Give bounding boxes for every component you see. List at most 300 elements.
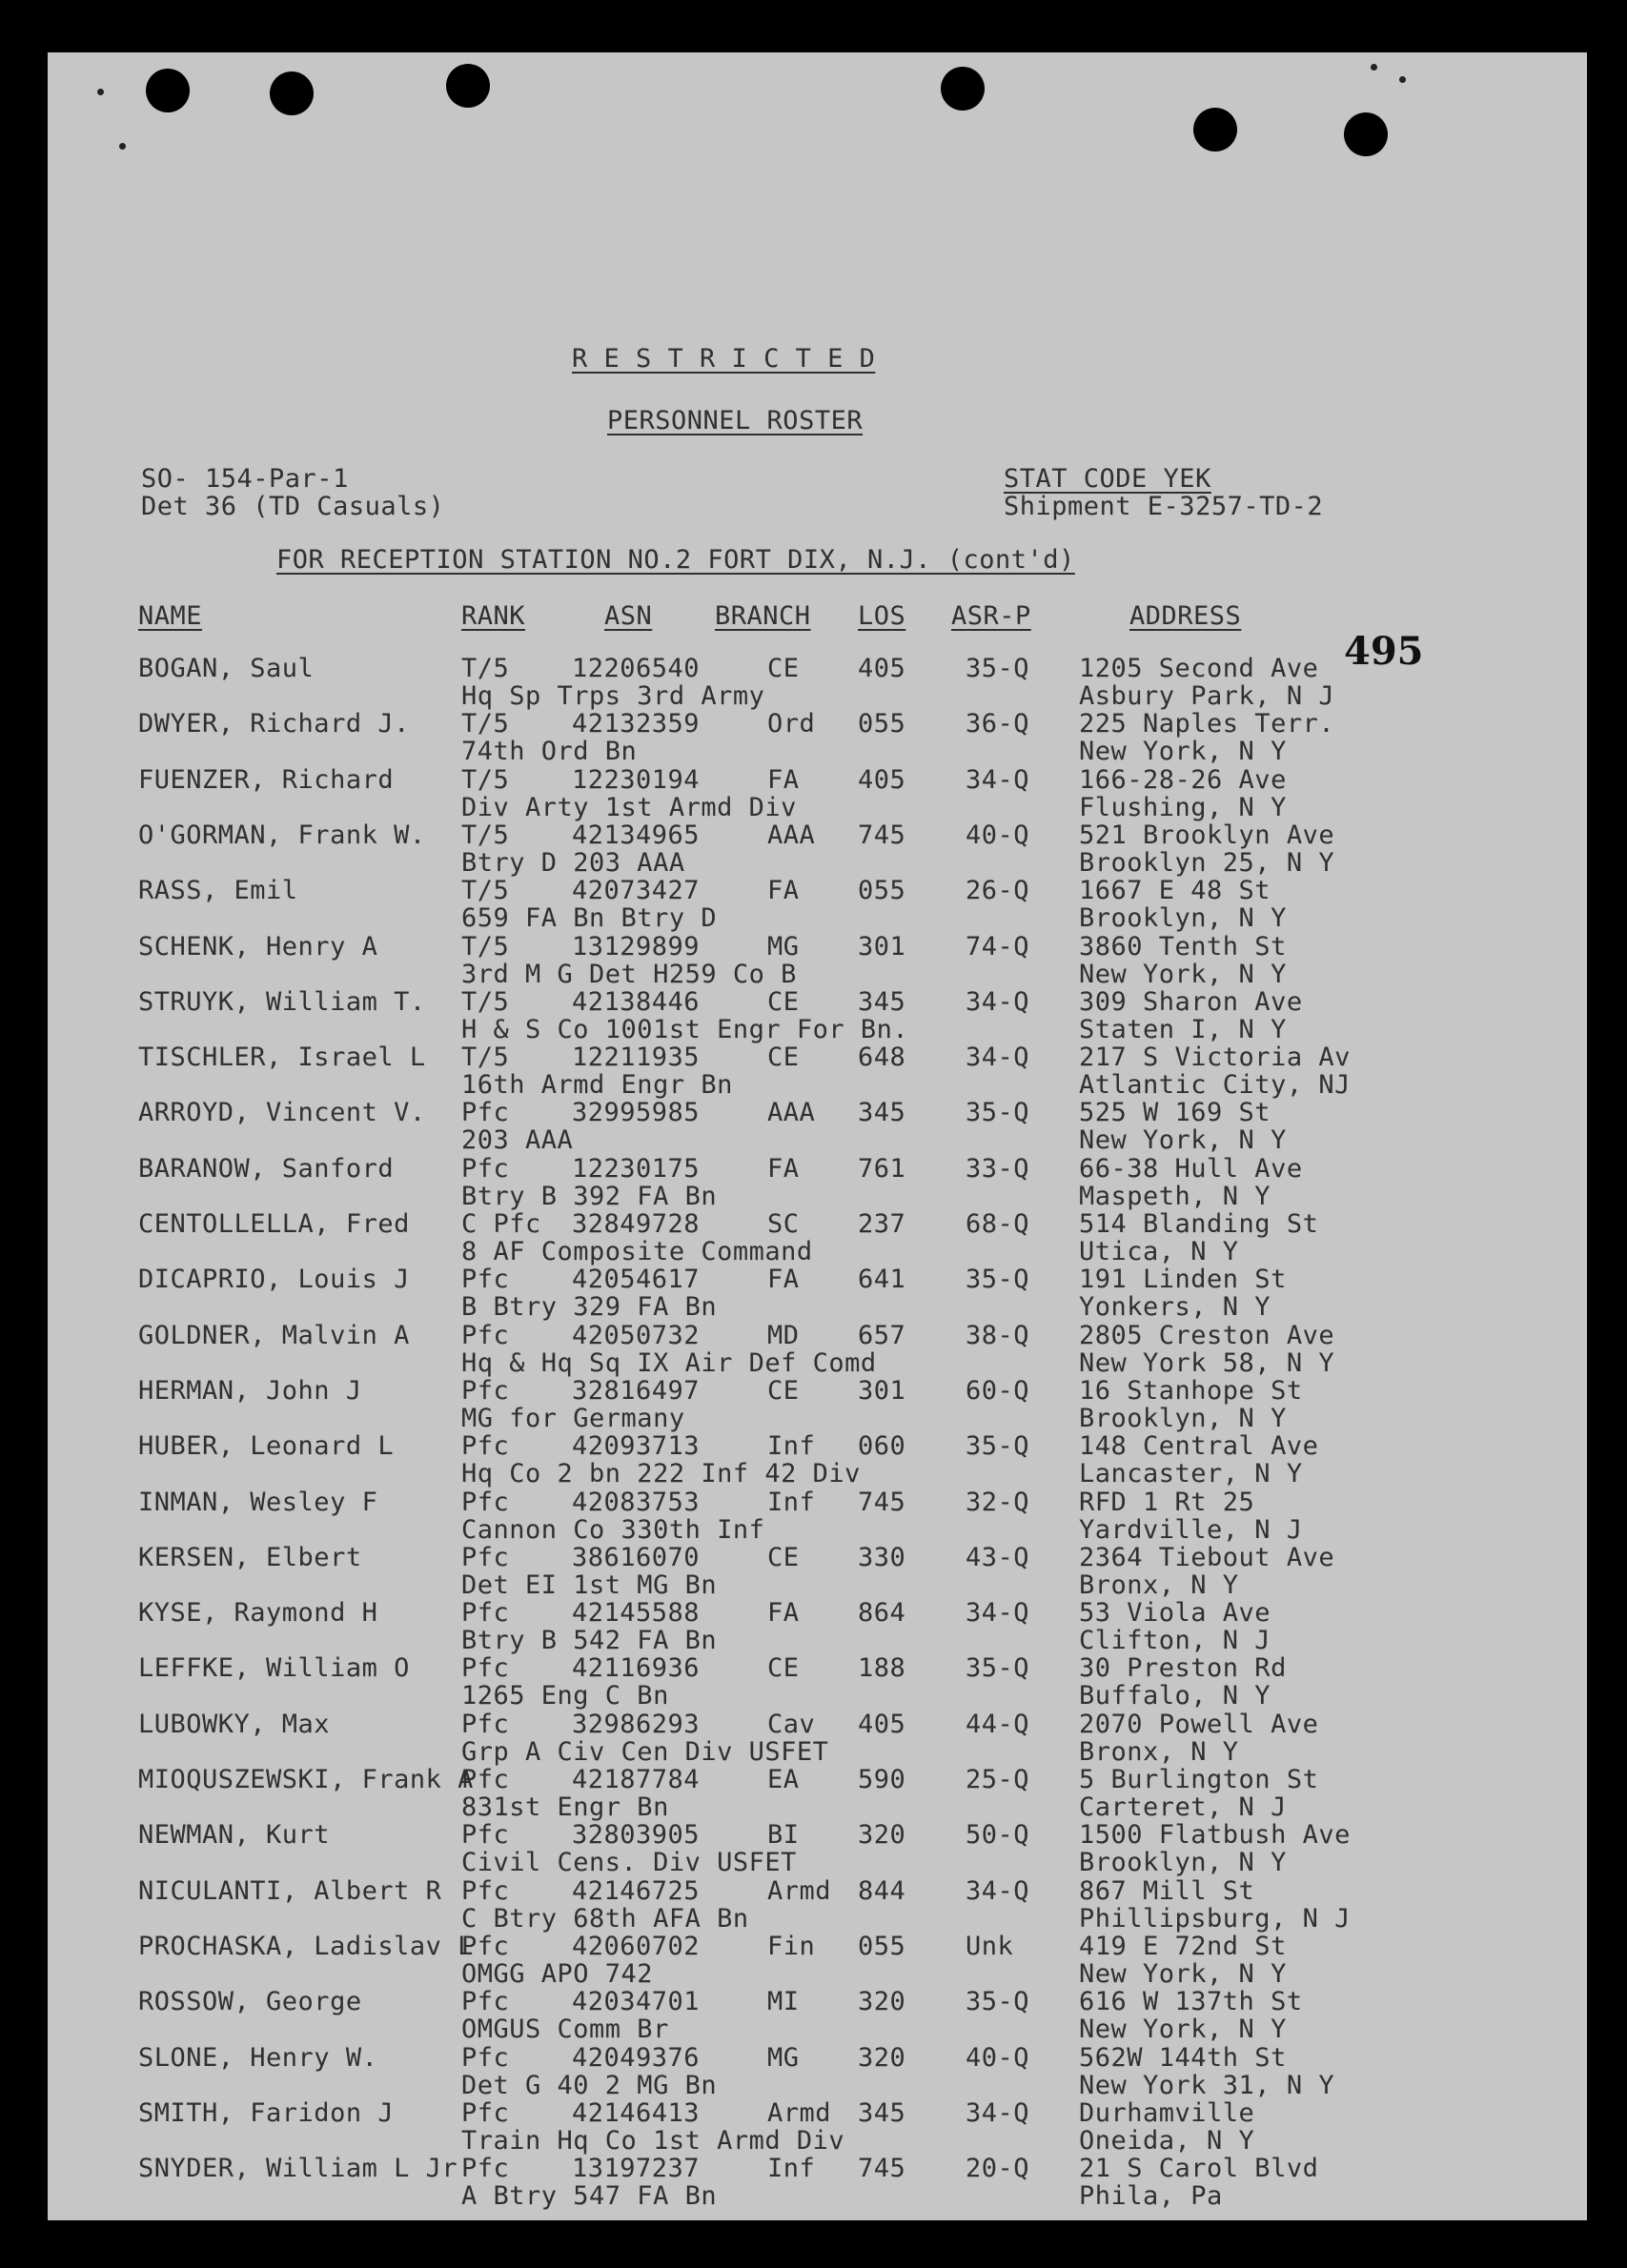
roster-asr: 20-Q (966, 2154, 1030, 2184)
roster-los: 320 (858, 1987, 906, 2017)
roster-unit: 3rd M G Det H259 Co B (461, 959, 797, 989)
roster-branch: MG (767, 931, 800, 962)
roster-asr: 50-Q (966, 1820, 1030, 1851)
roster-asn: 42187784 (572, 1765, 701, 1794)
roster-branch: Inf (767, 2154, 816, 2184)
roster-name: LEFFKE, William O (138, 1653, 410, 1684)
roster-address-street: 562W 144th St (1079, 2042, 1287, 2073)
roster-rank: Pfc (461, 1653, 510, 1684)
roster-asn: 32995985 (572, 1098, 701, 1128)
roster-los: 844 (858, 1875, 906, 1906)
roster-unit: B Btry 329 FA Bn (461, 1292, 718, 1323)
roster-los: 405 (858, 764, 906, 795)
roster-branch: CE (767, 1043, 800, 1073)
roster-address-city: Brooklyn, N Y (1079, 1848, 1287, 1878)
table-row (48, 1988, 1587, 2043)
page-number: 495 (1344, 629, 1424, 674)
roster-rank: Pfc (461, 1153, 510, 1184)
roster-asr: 34-Q (966, 1598, 1030, 1629)
roster-branch: AAA (767, 1098, 816, 1128)
roster-address-city: Flushing, N Y (1079, 792, 1287, 822)
roster-address-city: New York 31, N Y (1079, 2070, 1335, 2100)
roster-name: FUENZER, Richard (138, 764, 395, 795)
roster-rank: Pfc (461, 1487, 510, 1517)
table-row (48, 655, 1587, 710)
roster-address-street: 21 S Carol Blvd (1079, 2154, 1319, 2184)
roster-asr: 40-Q (966, 820, 1030, 850)
roster-los: 301 (858, 931, 906, 962)
roster-address-city: Carteret, N J (1079, 1792, 1287, 1822)
roster-branch: CE (767, 1653, 800, 1684)
roster-address-city: Maspeth, N Y (1079, 1181, 1271, 1211)
stat-code: STAT CODE YEK (1004, 464, 1211, 494)
table-row (48, 1711, 1587, 1766)
roster-name: KYSE, Raymond H (138, 1598, 378, 1629)
table-row (48, 1877, 1587, 1933)
roster-address-street: 225 Naples Terr. (1079, 709, 1335, 739)
roster-asr: 35-Q (966, 1431, 1030, 1462)
roster-asn: 32803905 (572, 1820, 701, 1851)
roster-asr: 40-Q (966, 2042, 1030, 2073)
roster-branch: SC (767, 1209, 800, 1239)
roster-address-street: 419 E 72nd St (1079, 1931, 1287, 1961)
roster-los: 345 (858, 1098, 906, 1128)
roster-address-city: Atlantic City, NJ (1079, 1070, 1351, 1101)
roster-asn: 42134965 (572, 820, 701, 850)
roster-asn: 42116936 (572, 1653, 701, 1684)
roster-name: ARROYD, Vincent V. (138, 1098, 426, 1128)
roster-branch: FA (767, 1265, 800, 1295)
table-row (48, 2155, 1587, 2210)
roster-rank: Pfc (461, 1542, 510, 1572)
roster-los: 060 (858, 1431, 906, 1462)
roster-address-city: Bronx, N Y (1079, 1569, 1239, 1600)
roster-rank: Pfc (461, 2154, 510, 2184)
roster-branch: FA (767, 1598, 800, 1629)
roster-address-street: 16 Stanhope St (1079, 1375, 1303, 1406)
column-header-name: NAME (138, 601, 203, 631)
roster-name: TISCHLER, Israel L (138, 1043, 426, 1073)
roster-los: 745 (858, 1487, 906, 1517)
roster-address-city: Phila, Pa (1079, 2181, 1223, 2212)
roster-asn: 42132359 (572, 709, 701, 739)
roster-branch: Fin (767, 1931, 816, 1961)
roster-address-street: 53 Viola Ave (1079, 1598, 1271, 1629)
roster-asr: 35-Q (966, 1987, 1030, 2017)
roster-los: 405 (858, 1709, 906, 1739)
roster-name: SLONE, Henry W. (138, 2042, 378, 2073)
roster-los: 405 (858, 654, 906, 683)
roster-rank: Pfc (461, 1375, 510, 1406)
roster-name: DICAPRIO, Louis J (138, 1265, 410, 1295)
table-row (48, 877, 1587, 932)
roster-unit: Cannon Co 330th Inf (461, 1514, 765, 1545)
roster-asr: 68-Q (966, 1209, 1030, 1239)
column-header-asr: ASR-P (951, 601, 1031, 631)
roster-address-street: 166-28-26 Ave (1079, 764, 1287, 795)
table-row (48, 988, 1587, 1043)
table-row (48, 1544, 1587, 1599)
roster-asn: 42146413 (572, 2097, 701, 2128)
column-header-rank: RANK (461, 601, 526, 631)
roster-asn: 42050732 (572, 1320, 701, 1350)
roster-address-city: New York 58, N Y (1079, 1347, 1335, 1378)
roster-unit: Hq Sp Trps 3rd Army (461, 681, 765, 711)
roster-asr: 34-Q (966, 986, 1030, 1017)
roster-rank: T/5 (461, 764, 510, 795)
roster-asr: 32-Q (966, 1487, 1030, 1517)
roster-los: 641 (858, 1265, 906, 1295)
roster-unit: Civil Cens. Div USFET (461, 1848, 797, 1878)
roster-los: 864 (858, 1598, 906, 1629)
roster-rank: Pfc (461, 1598, 510, 1629)
roster-branch: MI (767, 1987, 800, 2017)
roster-address-city: Asbury Park, N J (1079, 681, 1335, 711)
roster-name: PROCHASKA, Ladislav L (138, 1931, 474, 1961)
roster-address-city: Yonkers, N Y (1079, 1292, 1271, 1323)
roster-asr: 34-Q (966, 764, 1030, 795)
roster-name: NICULANTI, Albert R (138, 1875, 442, 1906)
roster-unit: Btry D 203 AAA (461, 847, 685, 878)
roster-branch: CE (767, 986, 800, 1017)
roster-branch: Armd (767, 1875, 832, 1906)
roster-asn: 42054617 (572, 1265, 701, 1295)
roster-address-city: New York, N Y (1079, 1958, 1287, 1989)
roster-branch: FA (767, 1153, 800, 1184)
roster-asr: 34-Q (966, 1043, 1030, 1073)
roster-name: SNYDER, William L Jr (138, 2154, 458, 2184)
table-row (48, 2044, 1587, 2099)
roster-address-city: Brooklyn, N Y (1079, 1403, 1287, 1433)
roster-branch: Armd (767, 2097, 832, 2128)
roster-branch: CE (767, 654, 800, 683)
table-row (48, 1099, 1587, 1154)
roster-asn: 42060702 (572, 1931, 701, 1961)
roster-address-city: New York, N Y (1079, 737, 1287, 767)
roster-asr: 25-Q (966, 1765, 1030, 1794)
roster-branch: Inf (767, 1487, 816, 1517)
roster-los: 345 (858, 986, 906, 1017)
roster-asn: 13197237 (572, 2154, 701, 2184)
destination-line: FOR RECEPTION STATION NO.2 FORT DIX, N.J. (cont'd) (276, 545, 1075, 575)
roster-rank: T/5 (461, 986, 510, 1017)
roster-rank: Pfc (461, 1098, 510, 1128)
roster-branch: FA (767, 876, 800, 906)
roster-asn: 12230194 (572, 764, 701, 795)
roster-name: RASS, Emil (138, 876, 298, 906)
roster-address-street: Durhamville (1079, 2097, 1255, 2128)
roster-los: 320 (858, 2042, 906, 2073)
roster-name: STRUYK, William T. (138, 986, 426, 1017)
roster-branch: BI (767, 1820, 800, 1851)
table-row (48, 1821, 1587, 1876)
roster-address-city: Bronx, N Y (1079, 1736, 1239, 1767)
roster-asr: 43-Q (966, 1542, 1030, 1572)
roster-unit: Hq & Hq Sq IX Air Def Comd (461, 1347, 877, 1378)
roster-asr: 35-Q (966, 654, 1030, 683)
roster-asr: 60-Q (966, 1375, 1030, 1406)
roster-asr: 44-Q (966, 1709, 1030, 1739)
table-row (48, 2099, 1587, 2155)
roster-asr: Unk (966, 1931, 1014, 1961)
roster-unit: Div Arty 1st Armd Div (461, 792, 797, 822)
roster-los: 590 (858, 1765, 906, 1794)
roster-los: 648 (858, 1043, 906, 1073)
roster-rank: Pfc (461, 2042, 510, 2073)
roster-los: 761 (858, 1153, 906, 1184)
roster-los: 345 (858, 2097, 906, 2128)
roster-los: 301 (858, 1375, 906, 1406)
roster-asn: 42083753 (572, 1487, 701, 1517)
roster-name: NEWMAN, Kurt (138, 1820, 331, 1851)
roster-los: 657 (858, 1320, 906, 1350)
table-row (48, 1210, 1587, 1266)
roster-asn: 12211935 (572, 1043, 701, 1073)
roster-asn: 42034701 (572, 1987, 701, 2017)
roster-los: 745 (858, 2154, 906, 2184)
roster-branch: Cav (767, 1709, 816, 1739)
roster-branch: CE (767, 1375, 800, 1406)
roster-address-street: 616 W 137th St (1079, 1987, 1303, 2017)
roster-rank: Pfc (461, 1820, 510, 1851)
roster-unit: H & S Co 1001st Engr For Bn. (461, 1014, 909, 1044)
roster-address-street: 66-38 Hull Ave (1079, 1153, 1303, 1184)
roster-branch: MG (767, 2042, 800, 2073)
roster-name: INMAN, Wesley F (138, 1487, 378, 1517)
roster-name: HERMAN, John J (138, 1375, 362, 1406)
paper-speck (119, 143, 126, 150)
roster-address-street: 1500 Flatbush Ave (1079, 1820, 1351, 1851)
roster-address-city: Utica, N Y (1079, 1237, 1239, 1266)
roster-name: KERSEN, Elbert (138, 1542, 362, 1572)
roster-branch: Ord (767, 709, 816, 739)
column-header-asn: ASN (604, 601, 653, 631)
column-header-branch: BRANCH (715, 601, 811, 631)
roster-unit: 74th Ord Bn (461, 737, 638, 767)
table-row (48, 1432, 1587, 1488)
punch-hole (270, 71, 314, 115)
roster-rank: T/5 (461, 709, 510, 739)
roster-address-street: 30 Preston Rd (1079, 1653, 1287, 1684)
roster-name: SMITH, Faridon J (138, 2097, 395, 2128)
roster-unit: Hq Co 2 bn 222 Inf 42 Div (461, 1459, 861, 1489)
roster-rank: Pfc (461, 1875, 510, 1906)
roster-address-city: Staten I, N Y (1079, 1014, 1287, 1044)
table-row (48, 1043, 1587, 1099)
roster-rank: C Pfc (461, 1209, 541, 1239)
roster-unit: Btry B 542 FA Bn (461, 1626, 718, 1656)
special-order-line: SO- 154-Par-1 (141, 464, 349, 494)
roster-asr: 35-Q (966, 1265, 1030, 1295)
punch-hole (1344, 112, 1388, 156)
roster-address-street: 217 S Victoria Av (1079, 1043, 1351, 1073)
roster-asn: 32816497 (572, 1375, 701, 1406)
roster-unit: 16th Armd Engr Bn (461, 1070, 733, 1101)
roster-name: GOLDNER, Malvin A (138, 1320, 410, 1350)
roster-unit: Train Hq Co 1st Armd Div (461, 2125, 845, 2156)
roster-name: CENTOLLELLA, Fred (138, 1209, 410, 1239)
roster-address-city: New York, N Y (1079, 2015, 1287, 2045)
punch-hole (146, 69, 190, 112)
roster-unit: Det G 40 2 MG Bn (461, 2070, 718, 2100)
roster-address-street: 148 Central Ave (1079, 1431, 1319, 1462)
roster-los: 055 (858, 709, 906, 739)
roster-rank: Pfc (461, 1431, 510, 1462)
table-row (48, 710, 1587, 765)
table-row (48, 1654, 1587, 1710)
roster-asn: 42138446 (572, 986, 701, 1017)
roster-rank: Pfc (461, 1987, 510, 2017)
roster-asn: 42049376 (572, 2042, 701, 2073)
table-row (48, 1766, 1587, 1821)
punch-hole (446, 64, 490, 108)
roster-rank: Pfc (461, 1265, 510, 1295)
roster-name: SCHENK, Henry A (138, 931, 378, 962)
table-row (48, 821, 1587, 877)
roster-unit: 831st Engr Bn (461, 1792, 669, 1822)
roster-address-city: Brooklyn 25, N Y (1079, 847, 1335, 878)
roster-los: 330 (858, 1542, 906, 1572)
roster-address-street: 5 Burlington St (1079, 1765, 1319, 1794)
detachment-line: Det 36 (TD Casuals) (141, 492, 445, 521)
roster-unit: Det EI 1st MG Bn (461, 1569, 718, 1600)
table-row (48, 1266, 1587, 1321)
roster-address-street: 2070 Powell Ave (1079, 1709, 1319, 1739)
roster-asr: 26-Q (966, 876, 1030, 906)
roster-unit: 1265 Eng C Bn (461, 1681, 669, 1711)
roster-unit: 659 FA Bn Btry D (461, 903, 718, 934)
roster-asr: 35-Q (966, 1098, 1030, 1128)
roster-branch: Inf (767, 1431, 816, 1462)
table-row (48, 933, 1587, 988)
document-title: PERSONNEL ROSTER (607, 406, 864, 435)
punch-hole (1193, 108, 1237, 152)
roster-branch: CE (767, 1542, 800, 1572)
roster-rank: Pfc (461, 1765, 510, 1794)
roster-page (48, 52, 1587, 2220)
table-row (48, 1488, 1587, 1544)
paper-speck (1399, 76, 1406, 83)
table-row (48, 766, 1587, 821)
roster-asn: 32849728 (572, 1209, 701, 1239)
roster-name: LUBOWKY, Max (138, 1709, 331, 1739)
classification-heading: R E S T R I C T E D (572, 344, 876, 374)
roster-name: ROSSOW, George (138, 1987, 362, 2017)
roster-los: 188 (858, 1653, 906, 1684)
roster-address-city: New York, N Y (1079, 959, 1287, 989)
roster-unit: C Btry 68th AFA Bn (461, 1903, 749, 1934)
roster-los: 320 (858, 1820, 906, 1851)
roster-branch: EA (767, 1765, 800, 1794)
roster-name: MIOQUSZEWSKI, Frank A (138, 1765, 474, 1794)
roster-unit: MG for Germany (461, 1403, 685, 1433)
roster-asr: 38-Q (966, 1320, 1030, 1350)
roster-unit: Grp A Civ Cen Div USFET (461, 1736, 829, 1767)
shipment-number: Shipment E-3257-TD-2 (1004, 492, 1324, 521)
table-row (48, 1933, 1587, 1988)
roster-asr: 34-Q (966, 2097, 1030, 2128)
roster-unit: Btry B 392 FA Bn (461, 1181, 718, 1211)
roster-asn: 42073427 (572, 876, 701, 906)
roster-unit: A Btry 547 FA Bn (461, 2181, 718, 2212)
roster-address-street: 1667 E 48 St (1079, 876, 1271, 906)
roster-los: 055 (858, 1931, 906, 1961)
table-row (48, 1599, 1587, 1654)
roster-unit: OMGG APO 742 (461, 1958, 654, 1989)
roster-address-city: Yardville, N J (1079, 1514, 1303, 1545)
roster-address-street: 2364 Tiebout Ave (1079, 1542, 1335, 1572)
roster-rank: T/5 (461, 820, 510, 850)
roster-asr: 33-Q (966, 1153, 1030, 1184)
roster-address-street: 867 Mill St (1079, 1875, 1255, 1906)
roster-asr: 36-Q (966, 709, 1030, 739)
roster-unit: OMGUS Comm Br (461, 2015, 669, 2045)
roster-asn: 12230175 (572, 1153, 701, 1184)
roster-name: BOGAN, Saul (138, 654, 315, 683)
roster-rank: T/5 (461, 876, 510, 906)
roster-branch: MD (767, 1320, 800, 1350)
table-row (48, 1377, 1587, 1432)
roster-address-city: Oneida, N Y (1079, 2125, 1255, 2156)
roster-unit: 8 AF Composite Command (461, 1237, 813, 1266)
roster-branch: FA (767, 764, 800, 795)
roster-address-street: 2805 Creston Ave (1079, 1320, 1335, 1350)
roster-name: O'GORMAN, Frank W. (138, 820, 426, 850)
roster-asn: 12206540 (572, 654, 701, 683)
roster-rank: T/5 (461, 654, 510, 683)
roster-address-city: Clifton, N J (1079, 1626, 1271, 1656)
roster-address-street: 1205 Second Ave (1079, 654, 1319, 683)
table-row (48, 1322, 1587, 1377)
roster-address-street: 3860 Tenth St (1079, 931, 1287, 962)
roster-rank: Pfc (461, 1709, 510, 1739)
roster-asr: 74-Q (966, 931, 1030, 962)
roster-los: 745 (858, 820, 906, 850)
table-row (48, 1155, 1587, 1210)
roster-address-street: 309 Sharon Ave (1079, 986, 1303, 1017)
roster-address-street: 525 W 169 St (1079, 1098, 1271, 1128)
roster-address-city: Phillipsburg, N J (1079, 1903, 1351, 1934)
roster-los: 055 (858, 876, 906, 906)
roster-rank: Pfc (461, 1931, 510, 1961)
roster-rank: T/5 (461, 1043, 510, 1073)
paper-speck (1371, 64, 1377, 71)
column-header-los: LOS (858, 601, 906, 631)
column-header-address: ADDRESS (1129, 601, 1242, 631)
roster-asn: 42145588 (572, 1598, 701, 1629)
roster-address-city: Buffalo, N Y (1079, 1681, 1271, 1711)
roster-asr: 35-Q (966, 1653, 1030, 1684)
roster-rank: Pfc (461, 2097, 510, 2128)
roster-asn: 32986293 (572, 1709, 701, 1739)
roster-name: BARANOW, Sanford (138, 1153, 395, 1184)
roster-asn: 42146725 (572, 1875, 701, 1906)
roster-address-street: 514 Blanding St (1079, 1209, 1319, 1239)
roster-branch: AAA (767, 820, 816, 850)
roster-address-city: New York, N Y (1079, 1125, 1287, 1156)
roster-los: 237 (858, 1209, 906, 1239)
roster-address-city: Lancaster, N Y (1079, 1459, 1303, 1489)
paper-speck (97, 89, 104, 95)
roster-rank: Pfc (461, 1320, 510, 1350)
roster-unit: 203 AAA (461, 1125, 574, 1156)
roster-asn: 38616070 (572, 1542, 701, 1572)
roster-asn: 13129899 (572, 931, 701, 962)
punch-hole (941, 67, 985, 111)
roster-rank: T/5 (461, 931, 510, 962)
roster-name: HUBER, Leonard L (138, 1431, 395, 1462)
roster-address-city: Brooklyn, N Y (1079, 903, 1287, 934)
